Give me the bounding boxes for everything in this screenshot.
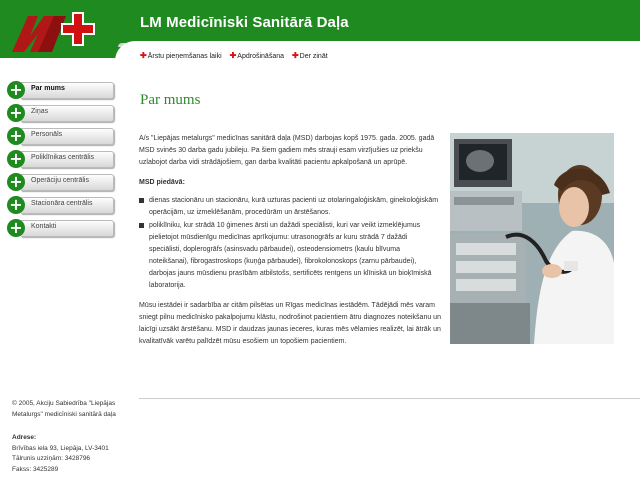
cross-icon: ✚	[140, 51, 147, 60]
sidebar-item-label[interactable]: Personāls	[31, 131, 63, 138]
sidebar-item-operaciju-centralis[interactable]	[7, 172, 109, 191]
plus-icon: +	[7, 127, 25, 145]
menu-bar[interactable]	[21, 151, 114, 168]
sidebar-item-kontakti[interactable]	[7, 218, 109, 237]
sidebar-item-label[interactable]: Ziņas	[31, 108, 49, 115]
address-label: Adrese:	[12, 434, 37, 441]
menu-bar[interactable]	[21, 105, 114, 122]
copyright-text: © 2005, Akciju Sabiedrība "Liepājas Metalurgs" medicīniski sanitārā daļa	[12, 400, 116, 418]
plus-icon: +	[7, 196, 25, 214]
footer	[12, 399, 137, 475]
msd-logo[interactable]	[8, 6, 108, 54]
plus-icon: +	[7, 219, 25, 237]
intro-paragraph: A/s "Liepājas metalurgs" medicīnas sanitārā daļa (MSD) darbojas kopš 1975. gada. 2005. gadā MSD svinēs 30 darba gadu jubileju. Pa šiem gadiem mēs strauji esam virzījušies uz priekšu uzlabojot darba vidi strādājošiem, gan darba kvalitāti pacientu apkalpošanā un aprūpē.	[139, 135, 435, 167]
topnav-item-insurance[interactable]: ✚Apdrošināšana	[229, 51, 284, 60]
list-item: poliklīniku, kur strādā 10 ģimenes ārsti un dažādi speciālisti, kuri var veikt izmeklējumus pielietojot mūsdienīgu medicīnas aprīkojumu: utrasonogrāfs ar kuru strādā 7 dažādi speciālisti, doplerogrāfs (asinsvadu pārbaudei), osteodensiometrs (kaulu blīvuma noteikšanai), fibrogastroskops (kuņģa pārbaudei), fibrokolonoskops (zarnu pārbaudei), darbojas jauns mūsdienu prasībām atbilstošs, sertificēts rentgens un klīniskā un bioķīmiskā laboratorija.	[139, 220, 441, 293]
plus-icon: +	[7, 104, 25, 122]
site-title: LM Medicīniski Sanitārā Daļa	[140, 14, 349, 31]
list-item: dienas stacionāru un stacionāru, kurā uzturas pacienti uz otolaringaloģiskām, ginekoloģiskām operācijām, uz izmeklēšanām, procedūrām un ārstēšanos.	[139, 195, 441, 219]
offers-heading: MSD piedāvā:	[139, 179, 185, 187]
sidebar-item-label[interactable]: Poliklīnikas centrālis	[31, 154, 95, 161]
menu-bar[interactable]	[21, 197, 114, 214]
sidebar-item-personals[interactable]	[7, 126, 109, 145]
topnav-item-good-to-know[interactable]: ✚Der zināt	[291, 51, 328, 60]
plus-icon: +	[7, 150, 25, 168]
sidebar-item-label[interactable]: Kontakti	[31, 223, 57, 230]
closing-paragraph: Mūsu iestādei ir sadarbība ar citām pilsētas un Rīgas medicīnas iestādēm. Tādējādi mēs varam sniegt pilnu medicīnisko pakalpojumu klāstu, nodrošinot pacientiem ātru diagnozes noteikšanu un laicīgi uzsākt ārstēšanu. MSD ir daudzas jaunas ieceres, kuras mēs vēlamies realizēt, lai ātrāk un kvalitatīvāk varētu palīdzēt mūsu esošiem un topošiem pacientiem.	[139, 302, 441, 346]
page-title: Par mums	[140, 92, 201, 108]
phone-text: Tālrunis uzziņām: 3428796	[12, 455, 91, 462]
plus-icon: +	[7, 81, 25, 99]
fax-text: Fakss: 3425289	[12, 465, 59, 473]
menu-bar[interactable]	[21, 82, 114, 99]
main-content	[139, 133, 441, 357]
plus-icon: +	[7, 173, 25, 191]
sidebar-item-par-mums[interactable]	[7, 80, 109, 99]
sidebar-menu	[7, 80, 109, 241]
sidebar-item-poliklinikas-centralis[interactable]	[7, 149, 109, 168]
content-divider	[139, 398, 640, 399]
offers-list	[139, 195, 441, 292]
doctor-with-endoscope-photo	[450, 133, 614, 344]
sidebar-item-label[interactable]: Operāciju centrālis	[31, 177, 89, 184]
cross-icon: ✚	[229, 51, 237, 60]
address-text: Brīvības iela 93, Liepāja, LV-3401	[12, 444, 109, 452]
red-cross-icon	[61, 12, 95, 46]
topnav-item-appointments[interactable]: ✚Ārstu pieņemšanas laiki	[140, 51, 222, 60]
cross-icon: ✚	[291, 51, 299, 60]
sidebar-item-label[interactable]: Stacionāra centrālis	[31, 200, 93, 207]
sidebar-item-label[interactable]: Par mums	[31, 85, 65, 92]
sidebar-item-zinas[interactable]	[7, 103, 109, 122]
sidebar-item-stacionara-centralis[interactable]	[7, 195, 109, 214]
top-navigation	[140, 51, 334, 60]
menu-bar[interactable]	[21, 174, 114, 191]
menu-bar[interactable]	[21, 128, 114, 145]
menu-bar[interactable]	[21, 220, 114, 237]
